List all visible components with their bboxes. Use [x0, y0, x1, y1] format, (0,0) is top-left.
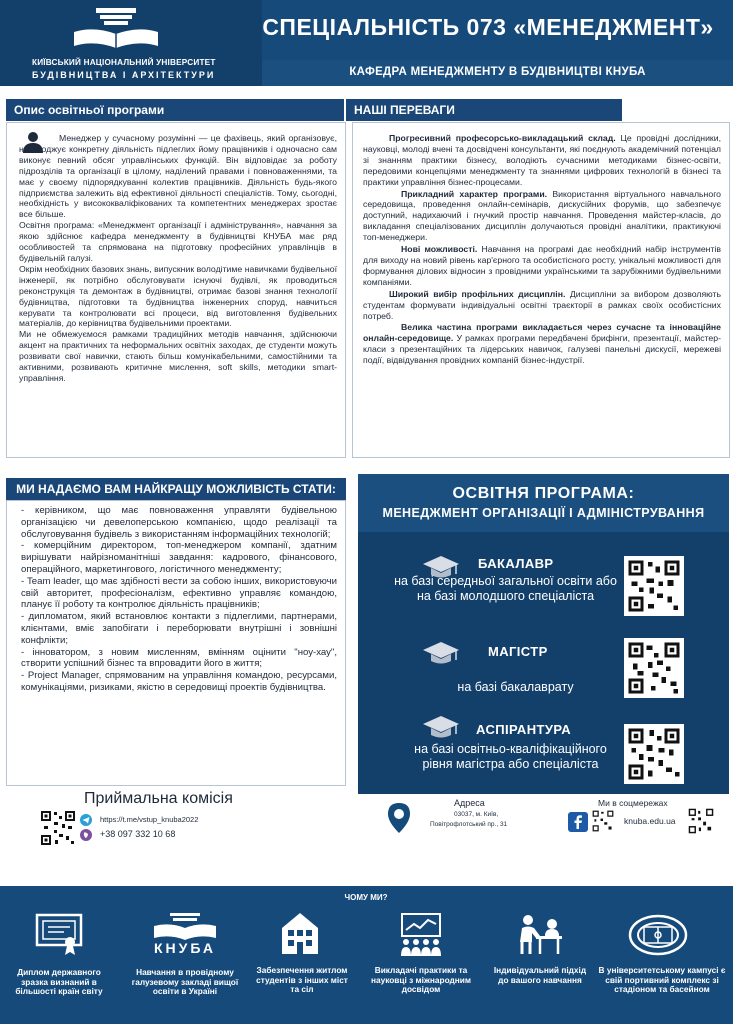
admissions-qr-code-icon[interactable]	[40, 810, 76, 846]
qr-pattern-icon	[627, 559, 681, 613]
edu-program-header	[358, 474, 729, 532]
admissions-title: Приймальна комісія	[84, 790, 233, 807]
advantage-item: Велика частина програми викладається через сучасне та інноваційне онлайн-середовище. У рамках програми передбачені брифінги, презентації, майстер-класи з презентаційних та лідерських навичок, галузеві панельні дискусії, мережеві події, відвідування провідних компаній бізнес-індустрії.	[363, 322, 721, 366]
address-label: Адреса	[454, 798, 485, 808]
viber-icon[interactable]	[80, 829, 92, 841]
program-description-text: Менеджер у сучасному розумінні — це фахівець, який організовує, налагоджує конкретну діяльність підлеглих йому працівників і одночасно сам виконує певний обсяг управлінських функцій. Він відповідає за роботу підрозділів та організації в цілому, наділений правами і повноваженнями, та має у своєму підпорядкуванні колектив працівників. Діяльність будь-якого підприємства залежить від ефективної діяльності спеціалістів. Тому, сьогодні, необхідність у висококваліфікованих та компетентних менеджерах зростає все більше. Освітня програма: «Менеджмент організації і адміністрування», навчання за якою здійснює кафедра менеджменту в будівництві КНУБА має ряд особливостей та спрямована на підготовку професійних управлінців в будівельній галузі. Окрім необхідних базових знань, випускник володітиме навичками будівельної інженерії, як потрібно обслуговувати існуючі будівлі, як проводиться реконструкція та демонтаж в будівництві, отримає базові знання технології будівництва, підготовки та будівництва інженерних споруд, навчиться керувати та контролювати всі процеси, від виготовлення будівельних матеріалів, до керівництва будівельними проектами. Ми не обмежуємося рамками традиційних методів навчання, здійснюючи акцент на практичних та неформальних освітніх заходах, де студенти можуть розвивати свої навички, стають більш комунікабельними, самостійними та активними, розвивають критичне мислення, soft skills, методики smart-управління.	[19, 133, 337, 383]
feature-campus-text: В університетському кампусі є свій портивний комплекс зі стадіоном та басейном	[598, 965, 726, 994]
qr-code-postgraduate-icon[interactable]	[624, 724, 684, 784]
department-title: КАФЕДРА МЕНЕДЖМЕНТУ В БУДІВНИЦТВІ КНУБА	[349, 66, 646, 78]
edu-program-panel	[358, 474, 729, 854]
advantages-list	[363, 133, 721, 366]
stadium-icon	[628, 914, 688, 956]
open-book-logo-icon	[72, 6, 160, 52]
address-line1: 03037, м. Київ,	[454, 811, 499, 818]
program-description-title: Опис освітньої програми	[6, 99, 344, 121]
advantage-item: Нові можливості. Навчання на програмі дає необхідний набір інструментів для виходу на новий рівень кар'єрного та особистісного росту, унікальні можливості для формування ділових відносин з провідними українськими та зарубіжними будівельними компаніями.	[363, 244, 721, 287]
feature-dormitory-text: Забезпечення житлом студентів з інших міст та сіл	[256, 965, 348, 994]
feature-individual-text: Індивідуальний підхід до вашого навчання	[493, 965, 587, 985]
university-logo-block	[0, 0, 262, 86]
individual-approach-icon	[514, 912, 566, 956]
program-description-box	[6, 122, 346, 458]
address-line2: Повітрофлотський пр., 31	[430, 821, 508, 828]
why-us-title: ЧОМУ МИ?	[344, 893, 388, 902]
facebook-icon[interactable]	[568, 812, 588, 832]
graduation-cap-icon	[422, 714, 460, 740]
feature-diploma-text: Диплом державного зразка визнаний в більшості країн світу	[15, 967, 103, 996]
graduation-cap-icon	[422, 640, 460, 666]
knuba-brand-text: КНУБА	[153, 940, 216, 956]
level-desc-bachelor: на базі середньої загальної освіти або на базі молодшого спеціаліста	[394, 574, 617, 603]
knuba-logo-icon	[152, 912, 218, 940]
advantages-title: НАШІ ПЕРЕВАГИ	[346, 99, 622, 121]
advantages-box	[352, 122, 730, 458]
edu-program-title: ОСВІТНЯ ПРОГРАМА:	[452, 485, 635, 502]
university-name-line1: КИЇВСЬКИЙ НАЦІОНАЛЬНИЙ УНІВЕРСИТЕТ	[32, 58, 216, 67]
phone-number[interactable]: +38 097 332 10 68	[100, 829, 176, 839]
qr-pattern-icon	[627, 641, 681, 695]
location-pin-icon	[386, 802, 412, 834]
advantage-item: Широкий вибір профільних дисциплін. Дисципліни за вибором дозволяють студентам формувати індивідуальні освітні траєкторії в рамках своїх особистісних потреб.	[363, 288, 721, 321]
qr-code-bachelor-icon[interactable]	[624, 556, 684, 616]
advantage-item: Прикладний характер програми. Використання віртуального навчального середовища, проведення онлайн-семінарів, дискусійних форумів, що забезпечує доступний, надихаючий і гнучкий простір навчання. Проведення майстер-класів, до викладання спеціалізованих дисциплін долучаються провідні аналітики, практикуючі топ-менеджери.	[363, 188, 721, 243]
feature-lecturers-text: Викладачі практики та науковці з міжнародним досвідом	[370, 965, 472, 994]
why-us-section	[0, 886, 733, 1024]
website-qr-code-icon[interactable]	[688, 808, 714, 834]
social-qr-code-icon[interactable]	[592, 810, 614, 832]
level-desc-master: на базі бакалаврату	[457, 680, 574, 694]
opportunities-box	[6, 500, 346, 786]
opportunities-title: МИ НАДАЄМО ВАМ НАЙКРАЩУ МОЖЛИВІСТЬ СТАТИ:	[6, 478, 346, 500]
website-link[interactable]: knuba.edu.ua	[624, 816, 676, 826]
advantage-item: Прогресивний професорсько-викладацький склад. Це провідні дослідники, науковці, молоді вчені та досвідчені консультанти, які поєднують академічний потенціал зі знанням практики бізнесу, володіють сучасними методиками бізнес-освіти, передовими концепціями менеджменту та знаннями цифрових технологій в бізнесі та практики управління бізнес-процесами.	[363, 133, 721, 187]
level-desc-postgraduate: на базі освітньо-кваліфікаційного рівня магістра або спеціаліста	[414, 742, 607, 771]
level-name-master: МАГІСТР	[488, 644, 548, 659]
opportunities-text: - керівником, що має повноваження управляти будівельною організацією чи девелоперською компанією, щодо реалізації та обслуговування будівель з використанням інформаційних технологій; - комерційним директором, топ-менеджером компанії, здатним вирішувати найрізноманітніші завдання: кадрового, фінансового, операційного, маркетингового, логістичного менеджменту; - Team leader, що має здібності вести за собою інших, використовуючи свій авторитет, професіоналізм, ефективно управляє командою, планує її роботу та контролює діяльність працівників; - дипломатом, який встановлює контакти з підлеглими, партнерами, клієнтами, вміє запобігати і переборювати внутрішні і зовнішні конфлікти; - інноватором, з новим мисленням, вмінням оцінити "ноу-хау", створити успішний бізнес та впровадити його в життя; - Project Manager, спрямованим на управління командою, ресурсами, комунікаціями, ризиками, якістю в середовищі проектів будівництва.	[21, 505, 337, 693]
telegram-link[interactable]: https://t.me/vstup_knuba2022	[100, 815, 199, 824]
page-title: СПЕЦІАЛЬНІСТЬ 073 «МЕНЕДЖМЕНТ»	[262, 14, 714, 40]
edu-program-contacts	[358, 794, 729, 854]
header	[0, 0, 733, 86]
qr-pattern-icon	[627, 727, 681, 781]
diploma-icon	[34, 912, 84, 956]
level-name-bachelor: БАКАЛАВР	[478, 556, 554, 571]
dormitory-icon	[276, 910, 324, 956]
level-name-postgraduate: АСПІРАНТУРА	[476, 722, 572, 737]
qr-code-master-icon[interactable]	[624, 638, 684, 698]
edu-program-subtitle: МЕНЕДЖМЕНТ ОРГАНІЗАЦІЇ І АДМІНІСТРУВАННЯ	[382, 506, 705, 520]
social-label: Ми в соцмережах	[598, 798, 668, 808]
lecturer-icon	[396, 912, 446, 956]
feature-university-text: Навчання в провідному галузевому закладі вищої освіти в Україні	[131, 967, 239, 996]
university-name-line2: БУДІВНИЦТВА І АРХІТЕКТУРИ	[32, 70, 216, 80]
telegram-icon[interactable]	[80, 814, 92, 826]
